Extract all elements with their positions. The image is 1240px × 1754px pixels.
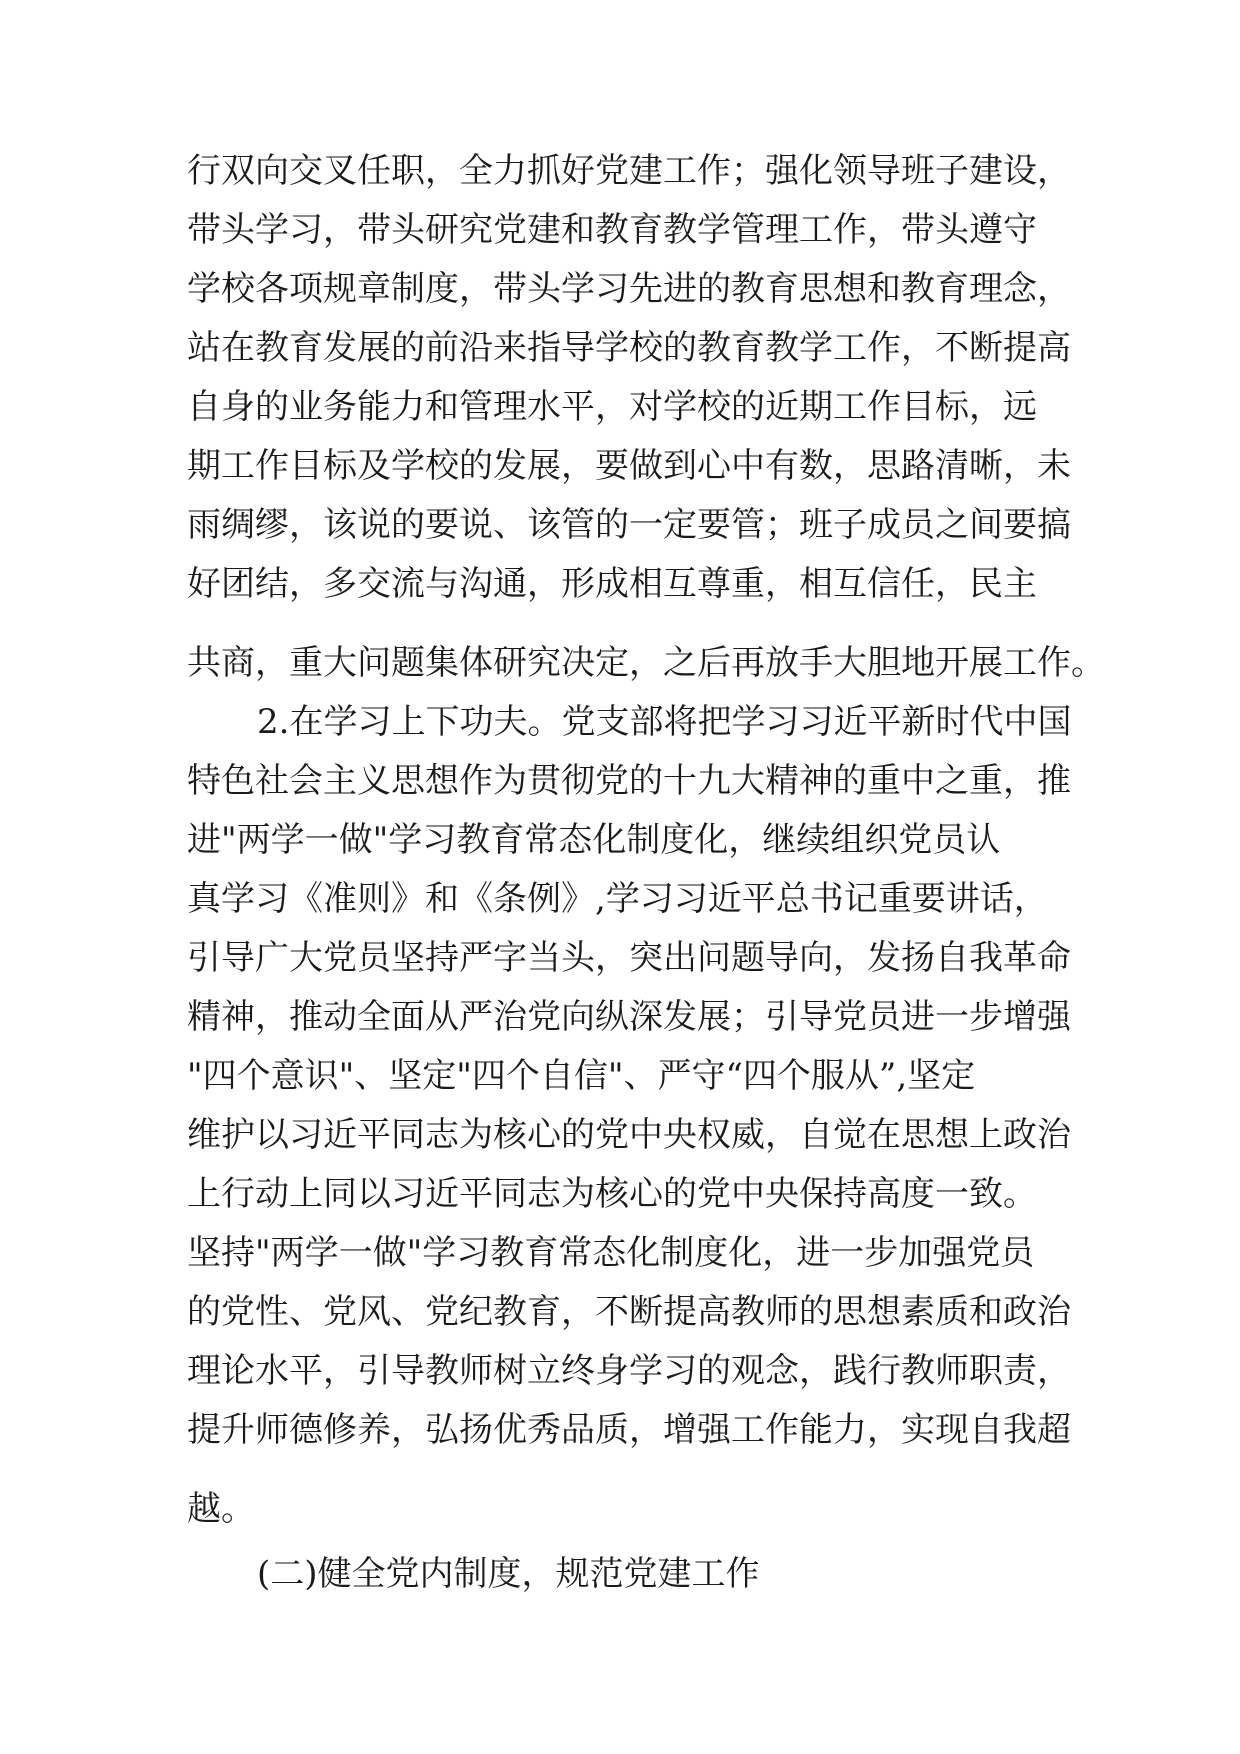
text-line: 越。 <box>187 1489 255 1529</box>
text-line: 引导广大党员坚持严字当头，突出问题导向，发扬自我革命 <box>187 938 1071 978</box>
text-line: 进"两学一做"学习教育常态化制度化，继续组织党员认 <box>187 820 1001 860</box>
text-line: 行双向交叉任职，全力抓好党建工作；强化领导班子建设， <box>187 151 1071 191</box>
text-line: 坚持"两学一做"学习教育常态化制度化，进一步加强党员 <box>187 1233 1035 1273</box>
text-line: 的党性、党风、党纪教育，不断提高教师的思想素质和政治 <box>187 1292 1071 1332</box>
text-line: "四个意识"、坚定"四个自信"、严守“四个服从”,坚定 <box>187 1056 976 1096</box>
text-line: 带头学习，带头研究党建和教育教学管理工作，带头遵守 <box>187 210 1037 250</box>
text-line: 提升师德修养，弘扬优秀品质，增强工作能力，实现自我超 <box>187 1410 1071 1450</box>
text-line: 共商，重大问题集体研究决定，之后再放手大胆地开展工作。 <box>187 643 1105 683</box>
text-line: 站在教育发展的前沿来指导学校的教育教学工作，不断提高 <box>187 328 1071 368</box>
text-line: 真学习《准则》和《条例》,学习习近平总书记重要讲话， <box>187 879 1048 919</box>
text-line: 理论水平，引导教师树立终身学习的观念，践行教师职责， <box>187 1351 1071 1391</box>
text-line: 特色社会主义思想作为贯彻党的十九大精神的重中之重，推 <box>187 761 1071 801</box>
paragraph-2-first-line: 2.在学习上下功夫。党支部将把学习习近平新时代中国 <box>257 702 1072 742</box>
text-line: 雨绸缪，该说的要说、该管的一定要管；班子成员之间要搞 <box>187 505 1071 545</box>
section-heading: (二)健全党内制度，规范党建工作 <box>257 1554 760 1594</box>
text-line: 上行动上同以习近平同志为核心的党中央保持高度一致。 <box>187 1174 1037 1214</box>
body-text <box>187 142 1105 1604</box>
text-line: 自身的业务能力和管理水平，对学校的近期工作目标，远 <box>187 387 1037 427</box>
text-line: 学校各项规章制度，带头学习先进的教育思想和教育理念， <box>187 269 1071 309</box>
text-line: 期工作目标及学校的发展，要做到心中有数，思路清晰，未 <box>187 446 1071 486</box>
text-line: 维护以习近平同志为核心的党中央权威，自觉在思想上政治 <box>187 1115 1071 1155</box>
text-line: 精神，推动全面从严治党向纵深发展；引导党员进一步增强 <box>187 997 1071 1037</box>
text-line: 好团结，多交流与沟通，形成相互尊重，相互信任，民主 <box>187 564 1037 604</box>
